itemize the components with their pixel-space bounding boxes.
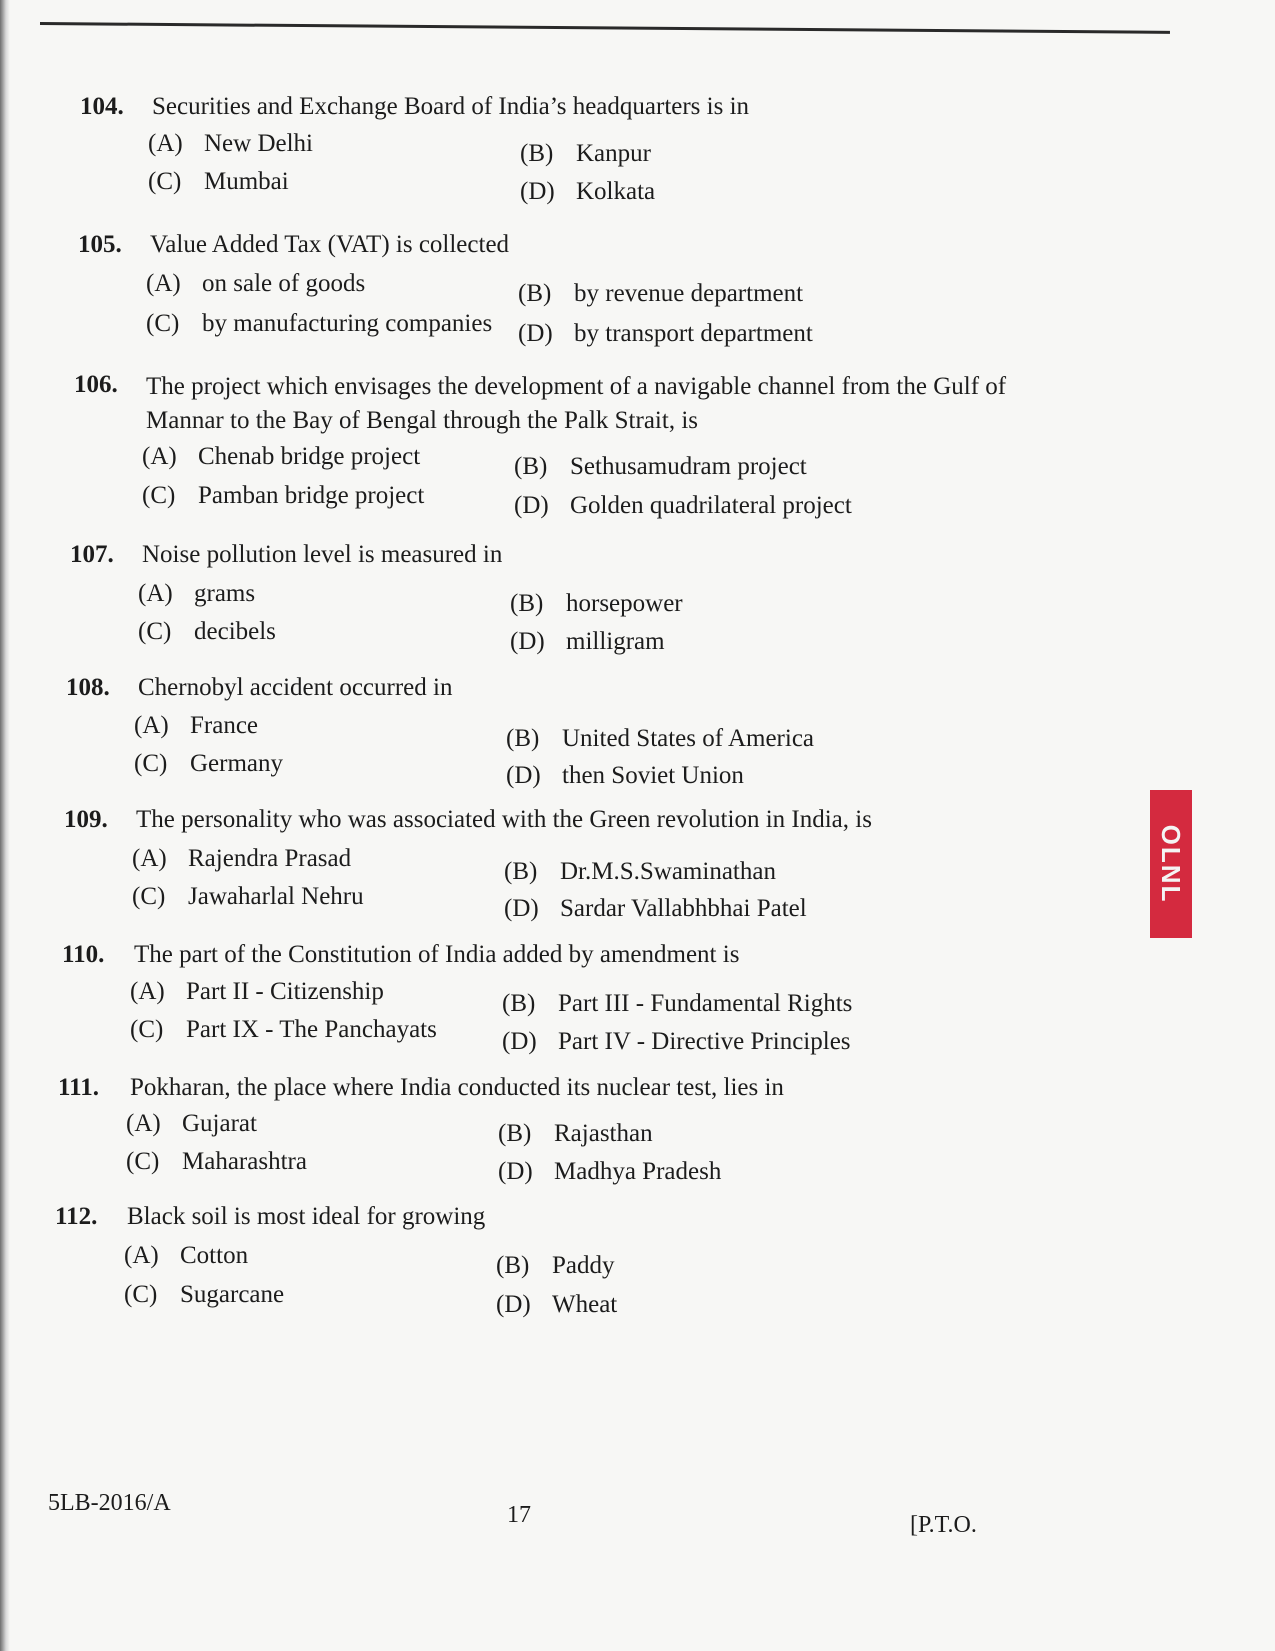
option-text: by revenue department — [574, 280, 804, 307]
option-letter: (B) — [496, 1252, 530, 1279]
question-text: The project which envisages the development of a navigable channel from the Gulf of Mannar to the Bay of Bengal through the Palk Strait, is — [146, 373, 1007, 434]
option-d — [506, 762, 744, 790]
option-letter: (D) — [496, 1291, 531, 1318]
option-b — [510, 590, 683, 618]
option-a — [134, 712, 258, 740]
option-letter: (A) — [134, 712, 169, 739]
option-letter: (D) — [504, 895, 539, 922]
option-d — [514, 492, 852, 520]
option-a — [146, 270, 365, 298]
option-text: then Soviet Union — [562, 762, 744, 789]
option-c — [138, 618, 276, 646]
option-text: horsepower — [566, 590, 683, 617]
option-letter: (B) — [498, 1120, 532, 1147]
option-letter: (A) — [130, 978, 165, 1005]
option-text: Mumbai — [204, 168, 289, 195]
option-letter: (A) — [138, 580, 173, 607]
question-number: 112. — [55, 1203, 98, 1230]
question-number: 104. — [80, 93, 124, 120]
option-a — [148, 130, 313, 158]
option-letter: (C) — [138, 618, 172, 645]
option-text: Pamban bridge project — [198, 482, 425, 509]
option-letter: (A) — [132, 845, 167, 872]
question-number: 105. — [78, 231, 122, 258]
option-text: Jawaharlal Nehru — [188, 883, 364, 910]
option-letter: (B) — [506, 725, 540, 752]
option-d — [496, 1291, 617, 1319]
option-c — [130, 1016, 437, 1044]
option-d — [502, 1028, 851, 1056]
question-text: Black soil is most ideal for growing — [127, 1203, 486, 1230]
option-text: grams — [194, 580, 256, 607]
option-text: New Delhi — [204, 130, 313, 157]
option-letter: (C) — [148, 168, 182, 195]
option-text: United States of America — [562, 725, 815, 752]
option-a — [132, 845, 351, 873]
question-number: 111. — [58, 1074, 99, 1101]
option-b — [518, 280, 803, 308]
option-c — [134, 750, 283, 778]
option-b — [514, 453, 807, 481]
option-b — [496, 1252, 615, 1280]
option-letter: (A) — [148, 130, 183, 157]
option-letter: (C) — [126, 1148, 160, 1175]
option-text: Cotton — [180, 1242, 249, 1269]
option-b — [498, 1120, 653, 1148]
option-text: Sardar Vallabhbhai Patel — [560, 895, 807, 922]
option-text: Wheat — [552, 1291, 618, 1318]
option-d — [504, 895, 807, 923]
option-letter: (C) — [134, 750, 168, 777]
question-text: The personality who was associated with the Green revolution in India, is — [136, 806, 872, 833]
option-b — [520, 140, 651, 168]
option-letter: (B) — [504, 858, 538, 885]
page-number: 17 — [507, 1502, 531, 1528]
option-text: Sugarcane — [180, 1281, 285, 1308]
question-text: Noise pollution level is measured in — [142, 541, 503, 568]
question-number: 109. — [64, 806, 108, 833]
option-b — [502, 990, 852, 1018]
option-a — [142, 443, 420, 471]
option-text: Maharashtra — [182, 1148, 307, 1175]
booklet-code: 5LB-2016/A — [48, 1490, 171, 1516]
option-letter: (A) — [126, 1110, 161, 1137]
option-letter: (A) — [142, 443, 177, 470]
option-letter: (B) — [502, 990, 536, 1017]
option-b — [506, 725, 814, 753]
option-letter: (C) — [124, 1281, 158, 1308]
question-text: The part of the Constitution of India added by amendment is — [134, 941, 740, 968]
option-letter: (A) — [146, 270, 181, 297]
option-letter: (A) — [124, 1242, 159, 1269]
option-letter: (C) — [142, 482, 176, 509]
option-text: Part IV - Directive Principles — [558, 1028, 851, 1055]
option-text: milligram — [566, 628, 665, 655]
option-text: Gujarat — [182, 1110, 257, 1137]
option-text: decibels — [194, 618, 276, 645]
option-text: Germany — [190, 750, 284, 777]
option-text: Part III - Fundamental Rights — [558, 990, 853, 1017]
option-text: on sale of goods — [202, 270, 366, 297]
option-text: France — [190, 712, 259, 739]
option-letter: (B) — [514, 453, 548, 480]
pto-label: [P.T.O. — [910, 1512, 977, 1538]
option-d — [510, 628, 665, 656]
option-letter: (D) — [502, 1028, 537, 1055]
option-letter: (D) — [506, 762, 541, 789]
option-a — [126, 1110, 257, 1138]
option-d — [520, 178, 655, 206]
option-letter: (C) — [146, 310, 180, 337]
option-text: Chenab bridge project — [198, 443, 421, 470]
option-text: Paddy — [552, 1252, 615, 1279]
option-text: Madhya Pradesh — [554, 1158, 722, 1185]
option-text: Rajendra Prasad — [188, 845, 352, 872]
option-letter: (D) — [498, 1158, 533, 1185]
option-letter: (B) — [510, 590, 544, 617]
question-text: Value Added Tax (VAT) is collected — [150, 231, 510, 258]
option-text: Golden quadrilateral project — [570, 492, 852, 519]
question-number: 106. — [74, 371, 118, 398]
option-letter: (D) — [518, 320, 553, 347]
question-text: Chernobyl accident occurred in — [138, 674, 453, 701]
option-text: by manufacturing companies — [202, 310, 493, 337]
question-number: 110. — [62, 941, 105, 968]
option-letter: (D) — [510, 628, 545, 655]
option-text: Part IX - The Panchayats — [186, 1016, 437, 1043]
option-c — [126, 1148, 307, 1176]
side-tab — [1150, 790, 1192, 938]
option-a — [124, 1242, 248, 1270]
option-text: Kolkata — [576, 178, 656, 205]
option-c — [146, 310, 492, 338]
option-letter: (C) — [130, 1016, 164, 1043]
option-letter: (D) — [514, 492, 549, 519]
option-text: Sethusamudram project — [570, 453, 807, 480]
option-text: Part II - Citizenship — [186, 978, 384, 1005]
question-number: 107. — [70, 541, 114, 568]
question-number: 108. — [66, 674, 110, 701]
option-text: Dr.M.S.Swaminathan — [560, 858, 776, 885]
option-letter: (B) — [518, 280, 552, 307]
top-rule — [40, 22, 1170, 34]
scan-edge-shadow — [0, 0, 10, 1651]
option-c — [148, 168, 289, 196]
question-text: Pokharan, the place where India conducted its nuclear test, lies in — [130, 1074, 784, 1101]
question-text: Securities and Exchange Board of India’s headquarters is in — [152, 93, 750, 120]
option-d — [498, 1158, 721, 1186]
option-text: Kanpur — [576, 140, 651, 167]
option-a — [130, 978, 384, 1006]
option-c — [132, 883, 364, 911]
option-b — [504, 858, 776, 886]
option-c — [124, 1281, 284, 1309]
option-text: by transport department — [574, 320, 813, 347]
side-tab-label: OLNL — [1156, 824, 1186, 904]
option-d — [518, 320, 813, 348]
option-a — [138, 580, 255, 608]
option-letter: (D) — [520, 178, 555, 205]
option-letter: (C) — [132, 883, 166, 910]
option-text: Rajasthan — [554, 1120, 653, 1147]
option-letter: (B) — [520, 140, 554, 167]
option-c — [142, 482, 424, 510]
